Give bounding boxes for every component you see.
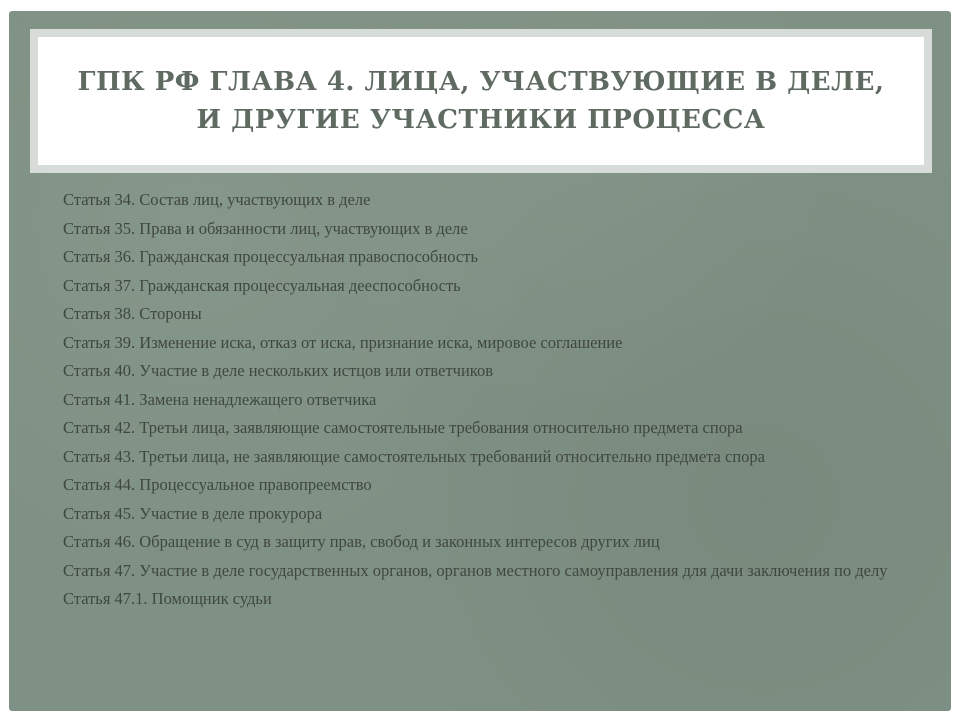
article-item-43: Статья 43. Третьи лица, не заявляющие самостоятельных требований относительно предмета спора <box>63 446 765 466</box>
article-item-46: Статья 46. Обращение в суд в защиту прав, свобод и законных интересов других лиц <box>63 532 660 551</box>
article-item-39: Статья 39. Изменение иска, отказ от иска, признание иска, мировое соглашение <box>63 332 623 352</box>
article-item-45: Статья 45. Участие в деле прокурора <box>63 503 323 523</box>
article-item-40: Статья 40. Участие в деле нескольких истцов или ответчиков <box>63 361 494 380</box>
title-box <box>38 37 924 165</box>
article-item-37: Статья 37. Гражданская процессуальная дееспособность <box>63 275 461 295</box>
article-item-35: Статья 35. Права и обязанности лиц, участвующих в деле <box>63 218 468 238</box>
article-item-42: Статья 42. Третьи лица, заявляющие самостоятельные требования относительно предмета спора <box>63 418 743 437</box>
slide <box>9 11 951 711</box>
article-item-44: Статья 44. Процессуальное правопреемство <box>63 475 372 494</box>
article-item-36: Статья 36. Гражданская процессуальная правоспособность <box>63 247 478 266</box>
article-item-34: Статья 34. Состав лиц, участвующих в деле <box>63 190 371 209</box>
title-line-1: ГПК РФ ГЛАВА 4. ЛИЦА, УЧАСТВУЮЩИЕ В ДЕЛЕ, <box>77 67 885 97</box>
title-line-2: И ДРУГИЕ УЧАСТНИКИ ПРОЦЕССА <box>196 105 766 135</box>
title-frame <box>30 29 932 173</box>
article-list <box>63 189 903 617</box>
article-item-47-1: Статья 47.1. Помощник судьи <box>63 589 272 608</box>
article-item-47: Статья 47. Участие в деле государственных органов, органов местного самоуправления для дачи заключения по делу <box>63 560 888 580</box>
slide-title <box>78 63 885 139</box>
article-item-38: Статья 38. Стороны <box>63 304 202 323</box>
article-item-41: Статья 41. Замена ненадлежащего ответчика <box>63 389 377 409</box>
